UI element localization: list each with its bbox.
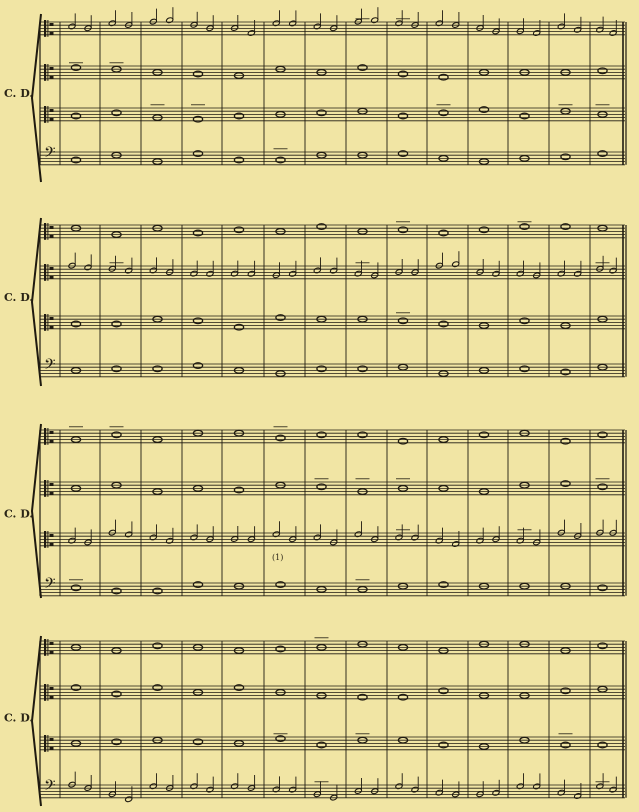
staff	[40, 251, 625, 281]
staff	[40, 520, 625, 548]
staff	[40, 772, 625, 803]
systems-layer	[4, 7, 626, 806]
bass-clef-icon: 𝄢	[44, 575, 56, 596]
music-system	[4, 424, 626, 598]
system-label: C. D.	[4, 87, 34, 100]
staff	[40, 222, 625, 240]
staff	[40, 684, 625, 701]
system-label: C. D.	[4, 291, 34, 304]
music-system	[4, 636, 626, 806]
system-label: C. D.	[4, 711, 34, 725]
staff	[40, 734, 625, 752]
staff	[40, 427, 625, 445]
staff	[40, 144, 625, 165]
staff	[40, 63, 625, 81]
staff	[40, 479, 625, 497]
staff	[40, 638, 625, 656]
footnote-marker: (1)	[272, 553, 284, 562]
music-system	[4, 218, 626, 386]
staff	[40, 313, 625, 331]
bass-clef-icon: 𝄢	[44, 144, 56, 165]
bass-clef-icon: 𝄢	[44, 777, 56, 798]
bass-clef-icon: 𝄢	[44, 356, 56, 377]
music-system	[4, 7, 626, 182]
system-label: C. D.	[4, 507, 34, 521]
staff	[40, 356, 625, 377]
staff	[40, 7, 625, 37]
staff	[40, 105, 625, 123]
staff	[40, 575, 625, 596]
